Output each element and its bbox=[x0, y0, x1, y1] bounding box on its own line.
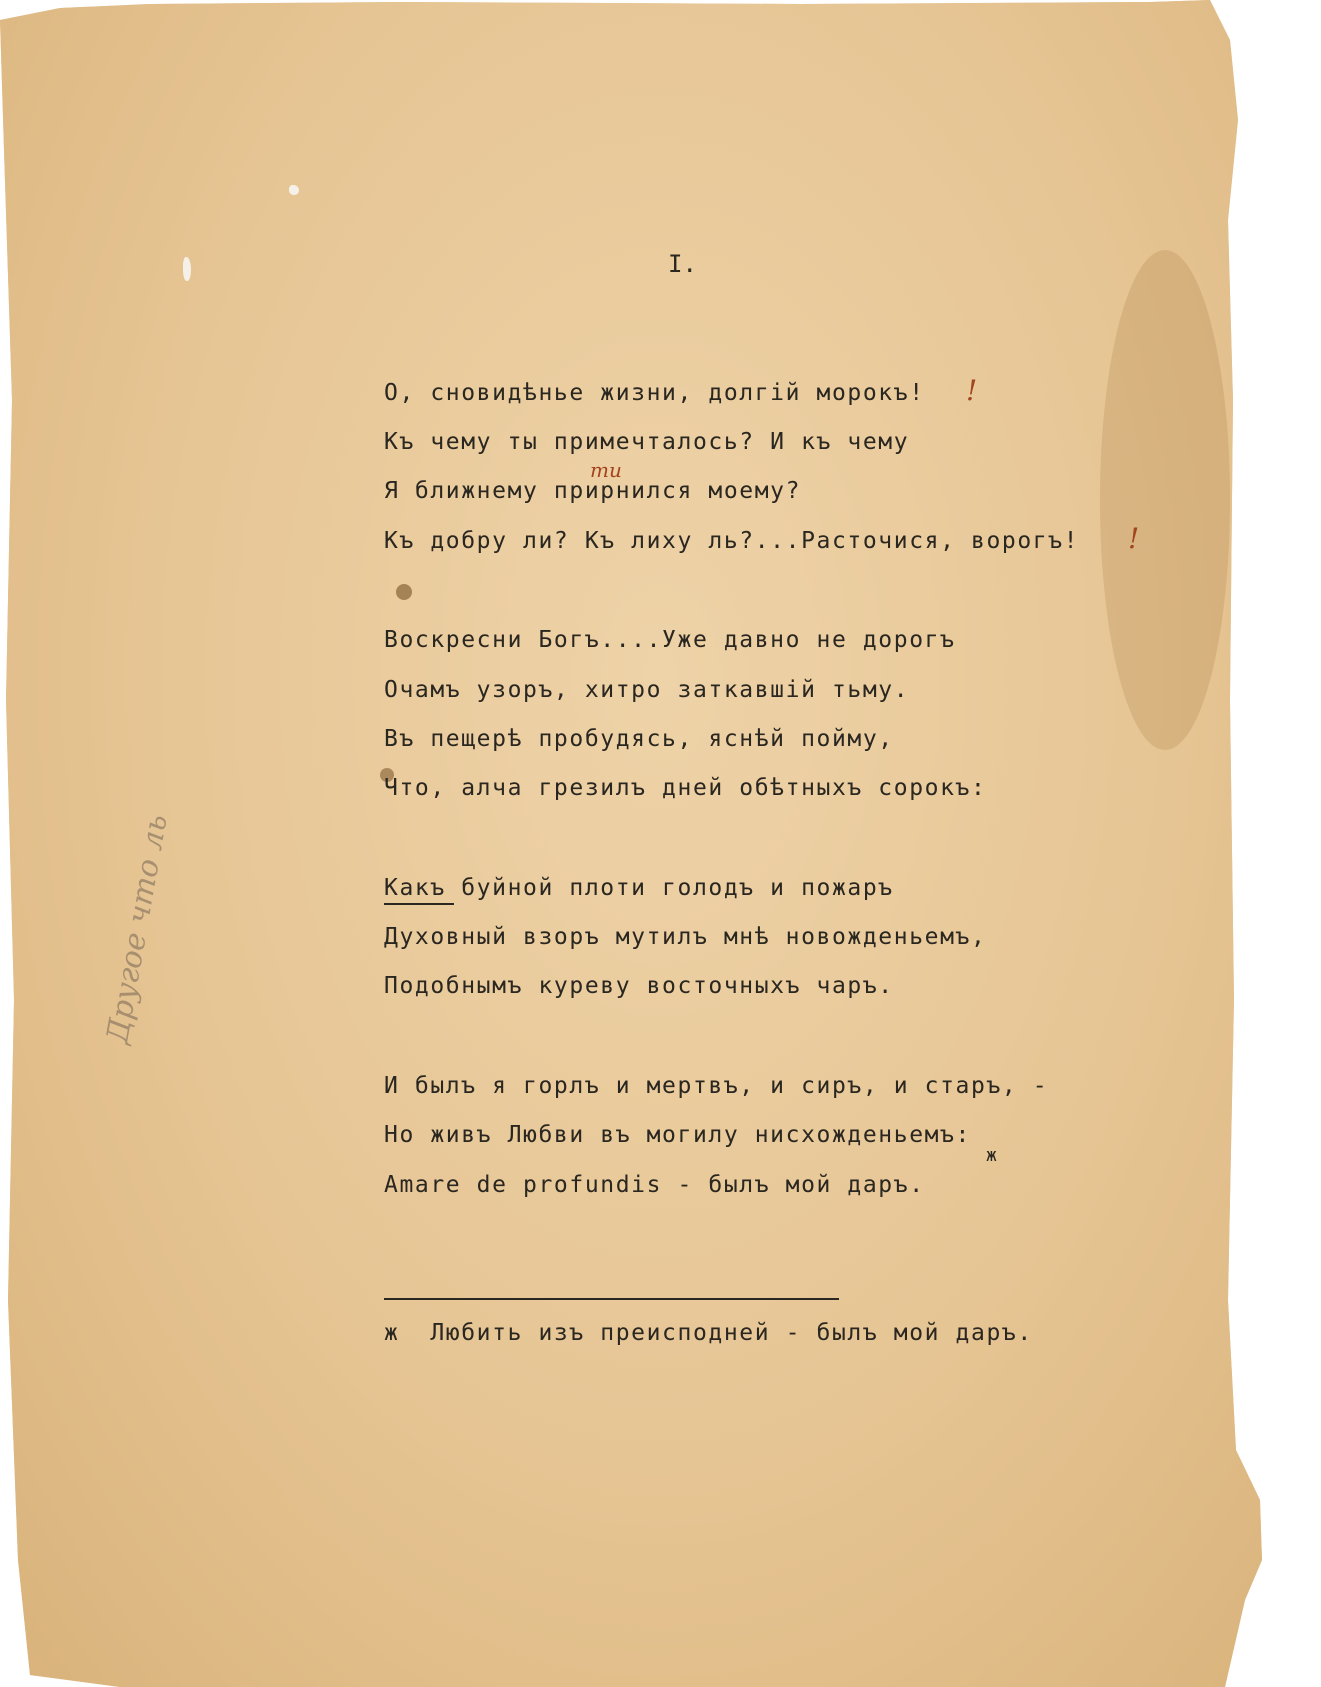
footnote: ж Любить изъ преисподней - былъ мой даръ. bbox=[384, 1320, 1033, 1346]
poem-line: И былъ я горлъ и мертвъ, и сиръ, и старъ, - bbox=[384, 1073, 1049, 1099]
poem-line: Amare de profundis - былъ мой даръ. bbox=[384, 1172, 925, 1198]
poem-line: Что, алча грезилъ дней обѣтныхъ сорокъ: bbox=[384, 775, 987, 801]
stain-spot bbox=[1100, 250, 1230, 750]
exclamation-mark: ! bbox=[1128, 522, 1140, 555]
paper-tear bbox=[183, 257, 191, 281]
poem-line: Подобнымъ куреву восточныхъ чаръ. bbox=[384, 973, 894, 999]
poem-line: О, сновидѣнье жизни, долгій морокъ! bbox=[384, 380, 925, 406]
paper-tear bbox=[289, 185, 299, 195]
correction-mark: ти bbox=[590, 458, 622, 482]
footnote-rule bbox=[384, 1298, 839, 1300]
poem-line: Какъ буйной плоти голодъ и пожаръ bbox=[384, 875, 894, 901]
poem-heading: I. bbox=[668, 250, 697, 278]
poem-line: Къ чему ты примечталось? И къ чему bbox=[384, 429, 910, 455]
poem-line: Къ добру ли? Къ лиху ль?...Расточися, ворогъ! bbox=[384, 528, 1080, 554]
underline-mark bbox=[384, 903, 454, 905]
footnote-marker: ж bbox=[986, 1145, 999, 1166]
poem-line: Воскресни Богъ....Уже давно не дорогъ bbox=[384, 627, 956, 653]
poem-line: Духовный взоръ мутилъ мнѣ новожденьемъ, bbox=[384, 924, 987, 950]
poem-line: Я ближнему прирнился моему? bbox=[384, 478, 802, 504]
poem-line: Въ пещерѣ пробудясь, яснѣй пойму, bbox=[384, 726, 894, 752]
poem-line: Но живъ Любви въ могилу нисхожденьемъ: bbox=[384, 1122, 971, 1148]
exclamation-mark: ! bbox=[966, 374, 978, 407]
poem-line: Очамъ узоръ, хитро заткавшій тьму. bbox=[384, 677, 910, 703]
stain-spot bbox=[396, 584, 412, 600]
pencil-note: Другое что ль bbox=[100, 811, 175, 1047]
